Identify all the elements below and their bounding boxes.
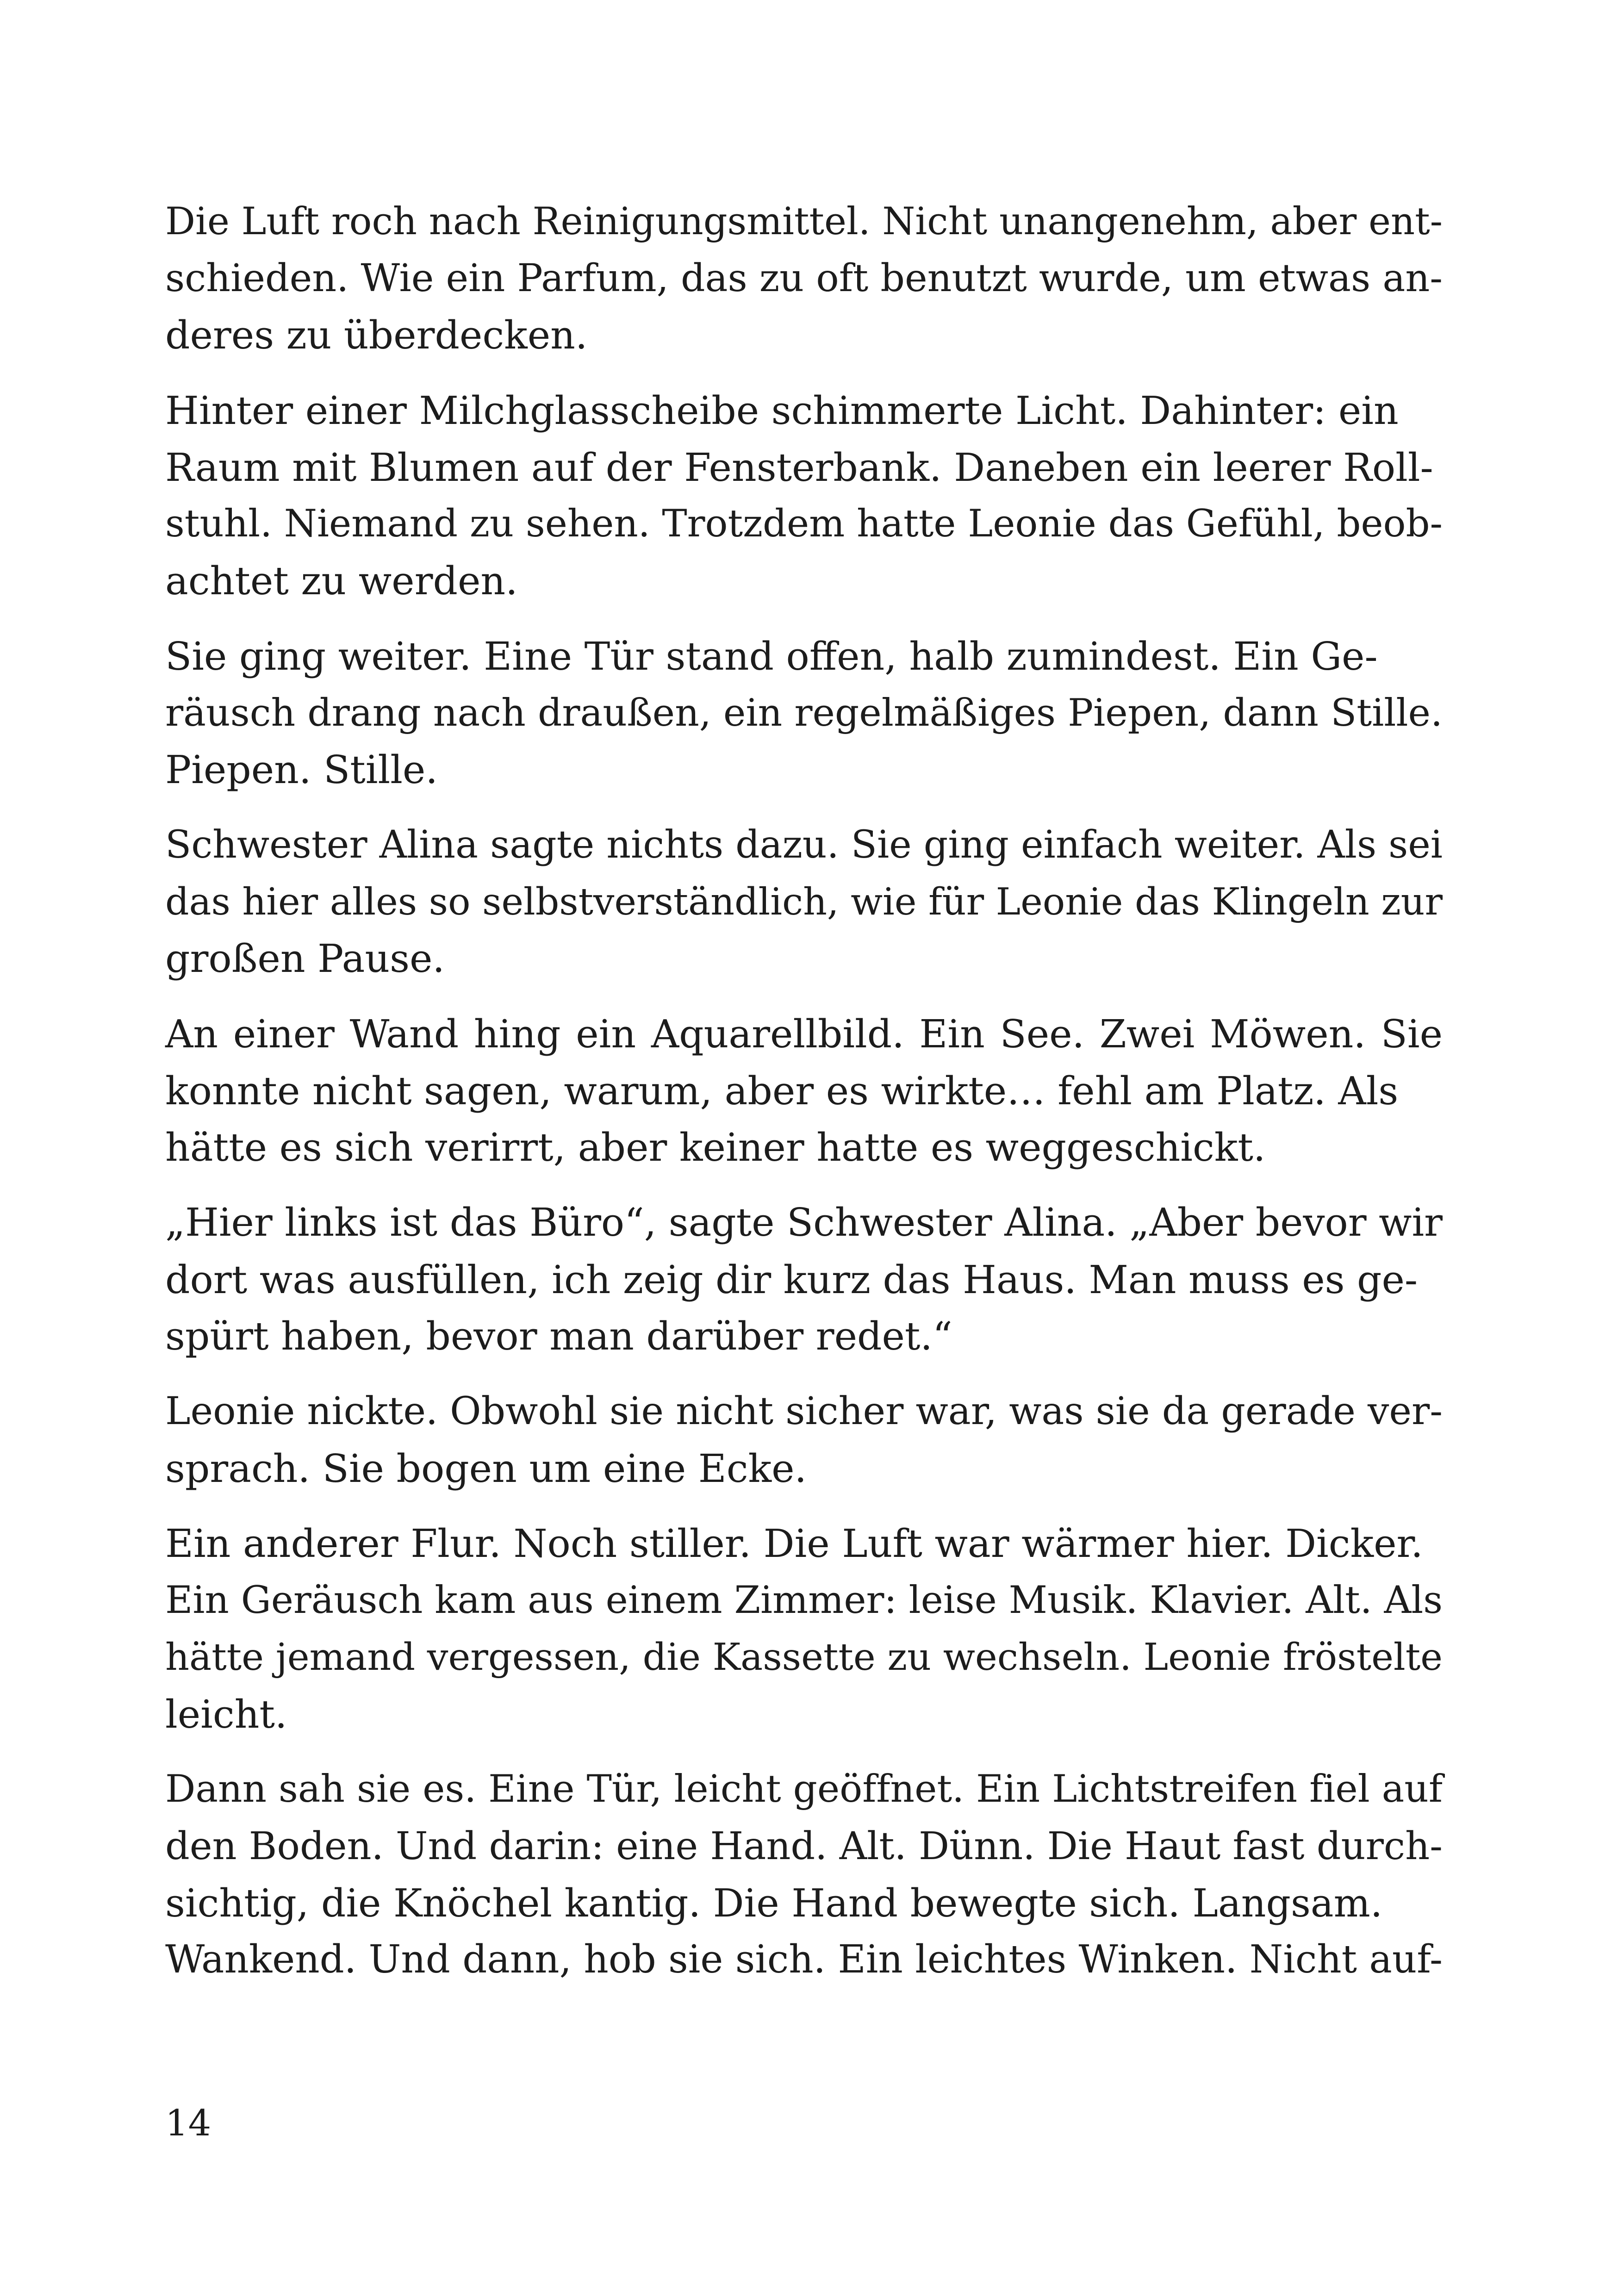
text-line: deres zu überdecken. (165, 312, 588, 358)
text-line: Raum mit Blumen auf der Fensterbank. Daneben ein leerer Roll- (165, 444, 1433, 490)
text-line: großen Pause. (165, 936, 445, 982)
text-line: Leonie nickte. Obwohl sie nicht sicher war, was sie da gerade ver- (165, 1389, 1443, 1434)
paragraph (165, 193, 1443, 364)
text-line: leicht. (165, 1691, 287, 1737)
paragraph (165, 817, 1443, 987)
text-line: sprach. Sie bogen um eine Ecke. (165, 1445, 807, 1491)
text-line: hätte jemand vergessen, die Kassette zu wechseln. Leonie fröstelte (165, 1635, 1443, 1679)
text-line: Piepen. Stille. (165, 747, 438, 793)
text-line: Sie ging weiter. Eine Tür stand offen, halb zumindest. Ein Ge- (165, 633, 1378, 679)
text-line: das hier alles so selbstverständlich, wie für Leonie das Klingeln zur (165, 880, 1443, 924)
page-number: 14 (165, 2103, 212, 2144)
text-line: Ein anderer Flur. Noch stiller. Die Luft war wärmer hier. Dicker. (165, 1521, 1423, 1567)
text-line: konnte nicht sagen, warum, aber es wirkte… fehl am Platz. Als (165, 1068, 1399, 1114)
text-line: Wankend. Und dann, hob sie sich. Ein leichtes Winken. Nicht auf- (165, 1937, 1443, 1982)
text-line: schieden. Wie ein Parfum, das zu oft benutzt wurde, um etwas an- (165, 256, 1443, 300)
text-line: Die Luft roch nach Reinigungsmittel. Nicht unangenehm, aber ent- (165, 200, 1443, 243)
text-line: Ein Geräusch kam aus einem Zimmer: leise Musik. Klavier. Alt. Als (165, 1578, 1443, 1623)
paragraph (165, 1195, 1443, 1365)
paragraph (165, 1515, 1443, 1742)
paragraph (165, 1383, 1443, 1497)
paragraph (165, 628, 1443, 798)
text-line: Dann sah sie es. Eine Tür, leicht geöffnet. Ein Lichtstreifen fiel auf (165, 1767, 1443, 1811)
body-text (165, 193, 1443, 2007)
paragraph (165, 1761, 1443, 1988)
text-line: „Hier links ist das Büro“, sagte Schwester Alina. „Aber bevor wir (165, 1200, 1443, 1245)
paragraph (165, 1006, 1443, 1176)
text-line: den Boden. Und darin: eine Hand. Alt. Dünn. Die Haut fast durch- (165, 1823, 1443, 1868)
text-line: dort was ausfüllen, ich zeig dir kurz das Haus. Man muss es ge- (165, 1257, 1418, 1302)
text-line: Hinter einer Milchglasscheibe schimmerte Licht. Dahinter: ein (165, 388, 1399, 434)
text-line: hätte es sich verirrt, aber keiner hatte es weggeschickt. (165, 1125, 1266, 1170)
text-line: achtet zu werden. (165, 558, 518, 604)
text-line: räusch drang nach draußen, ein regelmäßiges Piepen, dann Stille. (165, 691, 1443, 735)
text-line: spürt haben, bevor man darüber redet.“ (165, 1313, 952, 1359)
text-line: An einer Wand hing ein Aquarellbild. Ein See. Zwei Möwen. Sie (165, 1011, 1443, 1057)
text-line: sichtig, die Knöchel kantig. Die Hand bewegte sich. Langsam. (165, 1880, 1383, 1926)
text-line: stuhl. Niemand zu sehen. Trotzdem hatte Leonie das Gefühl, beob- (165, 502, 1443, 546)
paragraph (165, 382, 1443, 610)
text-line: Schwester Alina sagte nichts dazu. Sie ging einfach weiter. Als sei (165, 822, 1443, 867)
